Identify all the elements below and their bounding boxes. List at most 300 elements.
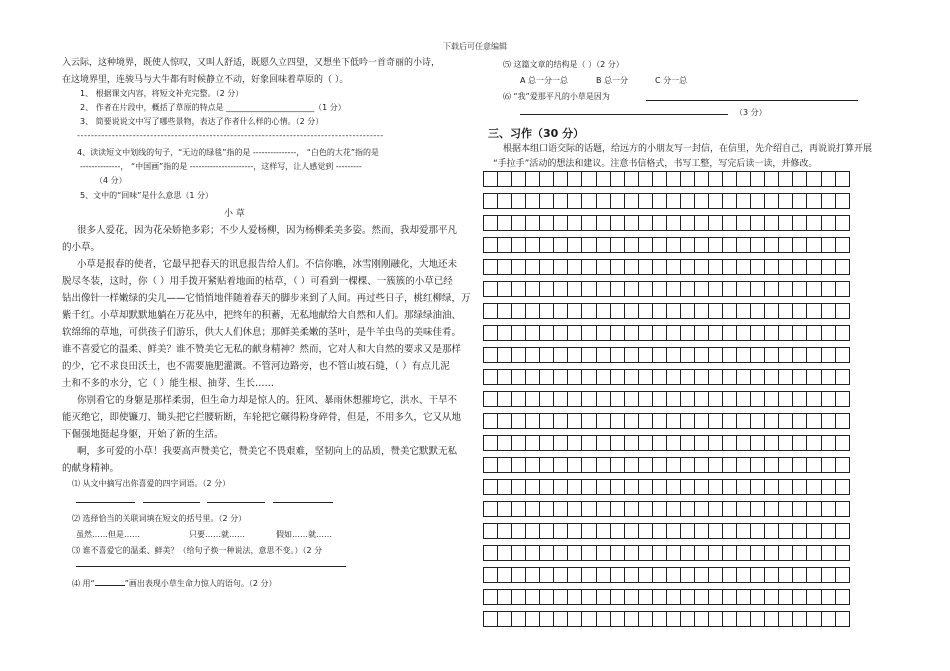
grid-cell[interactable] xyxy=(793,590,807,605)
grid-cell[interactable] xyxy=(666,172,680,187)
grid-cell[interactable] xyxy=(821,502,835,517)
grid-cell[interactable] xyxy=(694,326,708,341)
grid-cell[interactable] xyxy=(568,458,582,473)
grid-cell[interactable] xyxy=(751,172,765,187)
grid-cell[interactable] xyxy=(680,524,694,539)
grid-cell[interactable] xyxy=(765,458,779,473)
grid-cell[interactable] xyxy=(835,392,849,407)
grid-cell[interactable] xyxy=(723,172,737,187)
grid-cell[interactable] xyxy=(694,568,708,583)
grid-cell[interactable] xyxy=(512,304,526,319)
grid-cell[interactable] xyxy=(596,172,610,187)
grid-cell[interactable] xyxy=(526,546,540,561)
grid-cell[interactable] xyxy=(596,458,610,473)
grid-cell[interactable] xyxy=(610,282,624,297)
grid-cell[interactable] xyxy=(512,480,526,495)
grid-cell[interactable] xyxy=(723,458,737,473)
grid-cell[interactable] xyxy=(652,194,666,209)
grid-cell[interactable] xyxy=(751,392,765,407)
grid-cell[interactable] xyxy=(526,370,540,385)
grid-cell[interactable] xyxy=(807,590,821,605)
grid-cell[interactable] xyxy=(568,524,582,539)
grid-cell[interactable] xyxy=(540,524,554,539)
grid-cell[interactable] xyxy=(835,348,849,363)
grid-cell[interactable] xyxy=(568,238,582,253)
grid-cell[interactable] xyxy=(638,524,652,539)
grid-cell[interactable] xyxy=(638,216,652,231)
grid-cell[interactable] xyxy=(610,326,624,341)
grid-cell[interactable] xyxy=(512,172,526,187)
grid-cell[interactable] xyxy=(694,502,708,517)
grid-cell[interactable] xyxy=(596,282,610,297)
grid-cell[interactable] xyxy=(793,524,807,539)
answer-blank[interactable] xyxy=(273,502,333,503)
grid-cell[interactable] xyxy=(638,568,652,583)
grid-cell[interactable] xyxy=(779,436,793,451)
grid-cell[interactable] xyxy=(652,414,666,429)
grid-cell[interactable] xyxy=(821,238,835,253)
grid-cell[interactable] xyxy=(526,568,540,583)
grid-cell[interactable] xyxy=(680,282,694,297)
grid-cell[interactable] xyxy=(652,392,666,407)
grid-cell[interactable] xyxy=(526,348,540,363)
grid-cell[interactable] xyxy=(638,282,652,297)
grid-cell[interactable] xyxy=(582,304,596,319)
grid-cell[interactable] xyxy=(526,392,540,407)
grid-cell[interactable] xyxy=(484,414,498,429)
grid-cell[interactable] xyxy=(498,216,512,231)
grid-cell[interactable] xyxy=(540,458,554,473)
grid-cell[interactable] xyxy=(498,436,512,451)
grid-cell[interactable] xyxy=(582,590,596,605)
grid-cell[interactable] xyxy=(779,502,793,517)
grid-cell[interactable] xyxy=(652,260,666,275)
grid-cell[interactable] xyxy=(568,194,582,209)
grid-cell[interactable] xyxy=(582,326,596,341)
grid-cell[interactable] xyxy=(821,458,835,473)
grid-cell[interactable] xyxy=(737,436,751,451)
grid-cell[interactable] xyxy=(624,568,638,583)
grid-cell[interactable] xyxy=(610,612,624,627)
grid-cell[interactable] xyxy=(652,172,666,187)
grid-cell[interactable] xyxy=(624,216,638,231)
grid-cell[interactable] xyxy=(835,194,849,209)
grid-cell[interactable] xyxy=(835,216,849,231)
writing-grid[interactable] xyxy=(483,171,850,591)
grid-cell[interactable] xyxy=(596,524,610,539)
grid-cell[interactable] xyxy=(610,216,624,231)
grid-cell[interactable] xyxy=(680,194,694,209)
grid-cell[interactable] xyxy=(709,392,723,407)
grid-cell[interactable] xyxy=(737,458,751,473)
grid-cell[interactable] xyxy=(709,568,723,583)
grid-cell[interactable] xyxy=(765,414,779,429)
grid-cell[interactable] xyxy=(596,502,610,517)
grid-cell[interactable] xyxy=(638,260,652,275)
grid-cell[interactable] xyxy=(540,194,554,209)
grid-cell[interactable] xyxy=(821,194,835,209)
grid-cell[interactable] xyxy=(779,348,793,363)
grid-cell[interactable] xyxy=(779,370,793,385)
grid-cell[interactable] xyxy=(638,502,652,517)
grid-cell[interactable] xyxy=(512,568,526,583)
grid-cell[interactable] xyxy=(624,436,638,451)
grid-cell[interactable] xyxy=(596,480,610,495)
grid-cell[interactable] xyxy=(484,238,498,253)
grid-cell[interactable] xyxy=(666,524,680,539)
grid-cell[interactable] xyxy=(638,480,652,495)
grid-cell[interactable] xyxy=(498,612,512,627)
grid-cell[interactable] xyxy=(554,216,568,231)
grid-cell[interactable] xyxy=(652,436,666,451)
grid-cell[interactable] xyxy=(596,326,610,341)
grid-cell[interactable] xyxy=(624,304,638,319)
grid-cell[interactable] xyxy=(765,370,779,385)
grid-cell[interactable] xyxy=(835,436,849,451)
grid-cell[interactable] xyxy=(807,546,821,561)
grid-cell[interactable] xyxy=(709,524,723,539)
grid-cell[interactable] xyxy=(835,590,849,605)
grid-cell[interactable] xyxy=(610,414,624,429)
grid-cell[interactable] xyxy=(694,282,708,297)
grid-cell[interactable] xyxy=(484,304,498,319)
grid-cell[interactable] xyxy=(568,612,582,627)
grid-cell[interactable] xyxy=(723,238,737,253)
grid-cell[interactable] xyxy=(498,480,512,495)
grid-cell[interactable] xyxy=(498,392,512,407)
grid-cell[interactable] xyxy=(596,370,610,385)
grid-cell[interactable] xyxy=(793,502,807,517)
grid-cell[interactable] xyxy=(498,370,512,385)
grid-cell[interactable] xyxy=(652,480,666,495)
grid-cell[interactable] xyxy=(652,612,666,627)
grid-cell[interactable] xyxy=(737,568,751,583)
grid-cell[interactable] xyxy=(484,216,498,231)
grid-cell[interactable] xyxy=(610,568,624,583)
grid-cell[interactable] xyxy=(512,194,526,209)
grid-cell[interactable] xyxy=(793,392,807,407)
grid-cell[interactable] xyxy=(610,546,624,561)
grid-cell[interactable] xyxy=(568,260,582,275)
grid-cell[interactable] xyxy=(807,480,821,495)
grid-cell[interactable] xyxy=(568,414,582,429)
grid-cell[interactable] xyxy=(484,546,498,561)
grid-cell[interactable] xyxy=(737,612,751,627)
grid-cell[interactable] xyxy=(568,172,582,187)
grid-cell[interactable] xyxy=(624,260,638,275)
grid-cell[interactable] xyxy=(512,612,526,627)
grid-cell[interactable] xyxy=(512,458,526,473)
grid-cell[interactable] xyxy=(751,502,765,517)
grid-cell[interactable] xyxy=(666,568,680,583)
grid-cell[interactable] xyxy=(765,216,779,231)
grid-cell[interactable] xyxy=(779,524,793,539)
grid-cell[interactable] xyxy=(807,524,821,539)
grid-cell[interactable] xyxy=(512,370,526,385)
grid-cell[interactable] xyxy=(680,458,694,473)
grid-cell[interactable] xyxy=(751,348,765,363)
grid-cell[interactable] xyxy=(582,348,596,363)
grid-cell[interactable] xyxy=(498,282,512,297)
grid-cell[interactable] xyxy=(484,194,498,209)
grid-cell[interactable] xyxy=(723,612,737,627)
grid-cell[interactable] xyxy=(737,326,751,341)
grid-cell[interactable] xyxy=(709,348,723,363)
grid-cell[interactable] xyxy=(793,260,807,275)
grid-cell[interactable] xyxy=(652,370,666,385)
grid-cell[interactable] xyxy=(512,546,526,561)
grid-cell[interactable] xyxy=(779,304,793,319)
grid-cell[interactable] xyxy=(793,458,807,473)
grid-cell[interactable] xyxy=(540,590,554,605)
grid-cell[interactable] xyxy=(821,304,835,319)
grid-cell[interactable] xyxy=(624,458,638,473)
grid-cell[interactable] xyxy=(835,370,849,385)
grid-cell[interactable] xyxy=(793,172,807,187)
answer-line[interactable] xyxy=(520,114,728,115)
grid-cell[interactable] xyxy=(709,480,723,495)
answer-blank[interactable] xyxy=(76,502,135,503)
grid-cell[interactable] xyxy=(779,326,793,341)
grid-cell[interactable] xyxy=(751,370,765,385)
grid-cell[interactable] xyxy=(694,216,708,231)
grid-cell[interactable] xyxy=(554,458,568,473)
grid-cell[interactable] xyxy=(807,304,821,319)
grid-cell[interactable] xyxy=(694,348,708,363)
grid-cell[interactable] xyxy=(737,172,751,187)
grid-cell[interactable] xyxy=(751,194,765,209)
grid-cell[interactable] xyxy=(807,172,821,187)
grid-cell[interactable] xyxy=(582,172,596,187)
grid-cell[interactable] xyxy=(610,370,624,385)
grid-cell[interactable] xyxy=(512,348,526,363)
grid-cell[interactable] xyxy=(554,194,568,209)
grid-cell[interactable] xyxy=(779,480,793,495)
grid-cell[interactable] xyxy=(723,348,737,363)
grid-cell[interactable] xyxy=(582,546,596,561)
grid-cell[interactable] xyxy=(554,260,568,275)
grid-cell[interactable] xyxy=(568,216,582,231)
grid-cell[interactable] xyxy=(554,414,568,429)
grid-cell[interactable] xyxy=(638,546,652,561)
grid-cell[interactable] xyxy=(540,392,554,407)
grid-cell[interactable] xyxy=(554,612,568,627)
grid-cell[interactable] xyxy=(610,260,624,275)
grid-cell[interactable] xyxy=(821,480,835,495)
grid-cell[interactable] xyxy=(596,546,610,561)
grid-cell[interactable] xyxy=(737,238,751,253)
grid-cell[interactable] xyxy=(568,392,582,407)
grid-cell[interactable] xyxy=(793,480,807,495)
grid-cell[interactable] xyxy=(751,568,765,583)
grid-cell[interactable] xyxy=(498,238,512,253)
grid-cell[interactable] xyxy=(596,260,610,275)
grid-cell[interactable] xyxy=(779,282,793,297)
grid-cell[interactable] xyxy=(694,590,708,605)
grid-cell[interactable] xyxy=(835,172,849,187)
grid-cell[interactable] xyxy=(680,348,694,363)
grid-cell[interactable] xyxy=(624,238,638,253)
grid-cell[interactable] xyxy=(638,326,652,341)
grid-cell[interactable] xyxy=(765,612,779,627)
grid-cell[interactable] xyxy=(666,282,680,297)
grid-cell[interactable] xyxy=(526,502,540,517)
grid-cell[interactable] xyxy=(554,480,568,495)
grid-cell[interactable] xyxy=(526,194,540,209)
grid-cell[interactable] xyxy=(512,238,526,253)
grid-cell[interactable] xyxy=(723,282,737,297)
grid-cell[interactable] xyxy=(709,590,723,605)
grid-cell[interactable] xyxy=(807,260,821,275)
grid-cell[interactable] xyxy=(666,194,680,209)
grid-cell[interactable] xyxy=(568,370,582,385)
grid-cell[interactable] xyxy=(554,348,568,363)
grid-cell[interactable] xyxy=(765,502,779,517)
grid-cell[interactable] xyxy=(793,282,807,297)
grid-cell[interactable] xyxy=(540,282,554,297)
grid-cell[interactable] xyxy=(582,194,596,209)
grid-cell[interactable] xyxy=(751,458,765,473)
grid-cell[interactable] xyxy=(638,590,652,605)
grid-cell[interactable] xyxy=(709,216,723,231)
grid-cell[interactable] xyxy=(765,326,779,341)
grid-cell[interactable] xyxy=(765,392,779,407)
grid-cell[interactable] xyxy=(484,480,498,495)
answer-blank[interactable] xyxy=(207,502,265,503)
grid-cell[interactable] xyxy=(765,480,779,495)
grid-cell[interactable] xyxy=(526,216,540,231)
grid-cell[interactable] xyxy=(723,524,737,539)
grid-cell[interactable] xyxy=(512,392,526,407)
grid-cell[interactable] xyxy=(680,568,694,583)
grid-cell[interactable] xyxy=(694,436,708,451)
grid-cell[interactable] xyxy=(737,282,751,297)
grid-cell[interactable] xyxy=(821,612,835,627)
grid-cell[interactable] xyxy=(512,216,526,231)
grid-cell[interactable] xyxy=(638,348,652,363)
grid-cell[interactable] xyxy=(821,546,835,561)
grid-cell[interactable] xyxy=(596,194,610,209)
grid-cell[interactable] xyxy=(779,238,793,253)
grid-cell[interactable] xyxy=(779,414,793,429)
grid-cell[interactable] xyxy=(751,238,765,253)
grid-cell[interactable] xyxy=(680,502,694,517)
grid-cell[interactable] xyxy=(779,260,793,275)
grid-cell[interactable] xyxy=(638,370,652,385)
grid-cell[interactable] xyxy=(624,480,638,495)
grid-cell[interactable] xyxy=(540,502,554,517)
grid-cell[interactable] xyxy=(498,194,512,209)
grid-cell[interactable] xyxy=(568,282,582,297)
grid-cell[interactable] xyxy=(554,304,568,319)
grid-cell[interactable] xyxy=(793,436,807,451)
grid-cell[interactable] xyxy=(498,546,512,561)
grid-cell[interactable] xyxy=(666,458,680,473)
grid-cell[interactable] xyxy=(498,502,512,517)
grid-cell[interactable] xyxy=(807,238,821,253)
grid-cell[interactable] xyxy=(484,326,498,341)
grid-cell[interactable] xyxy=(680,326,694,341)
grid-cell[interactable] xyxy=(751,590,765,605)
grid-cell[interactable] xyxy=(498,172,512,187)
grid-cell[interactable] xyxy=(751,304,765,319)
grid-cell[interactable] xyxy=(821,590,835,605)
grid-cell[interactable] xyxy=(821,326,835,341)
grid-cell[interactable] xyxy=(666,216,680,231)
grid-cell[interactable] xyxy=(835,304,849,319)
grid-cell[interactable] xyxy=(582,370,596,385)
grid-cell[interactable] xyxy=(737,524,751,539)
grid-cell[interactable] xyxy=(821,260,835,275)
grid-cell[interactable] xyxy=(652,458,666,473)
grid-cell[interactable] xyxy=(835,282,849,297)
grid-cell[interactable] xyxy=(737,260,751,275)
grid-cell[interactable] xyxy=(582,612,596,627)
grid-cell[interactable] xyxy=(512,260,526,275)
grid-cell[interactable] xyxy=(624,414,638,429)
grid-cell[interactable] xyxy=(737,304,751,319)
grid-cell[interactable] xyxy=(526,326,540,341)
grid-cell[interactable] xyxy=(596,392,610,407)
grid-cell[interactable] xyxy=(751,282,765,297)
grid-cell[interactable] xyxy=(652,524,666,539)
grid-cell[interactable] xyxy=(835,568,849,583)
grid-cell[interactable] xyxy=(498,458,512,473)
grid-cell[interactable] xyxy=(765,260,779,275)
grid-cell[interactable] xyxy=(624,392,638,407)
grid-cell[interactable] xyxy=(568,348,582,363)
grid-cell[interactable] xyxy=(652,348,666,363)
grid-cell[interactable] xyxy=(835,546,849,561)
grid-cell[interactable] xyxy=(596,568,610,583)
grid-cell[interactable] xyxy=(751,414,765,429)
grid-cell[interactable] xyxy=(737,392,751,407)
grid-cell[interactable] xyxy=(484,524,498,539)
grid-cell[interactable] xyxy=(554,590,568,605)
grid-cell[interactable] xyxy=(807,370,821,385)
grid-cell[interactable] xyxy=(694,304,708,319)
grid-cell[interactable] xyxy=(709,326,723,341)
grid-cell[interactable] xyxy=(554,238,568,253)
grid-cell[interactable] xyxy=(680,480,694,495)
grid-cell[interactable] xyxy=(484,172,498,187)
grid-cell[interactable] xyxy=(765,590,779,605)
grid-cell[interactable] xyxy=(652,216,666,231)
grid-cell[interactable] xyxy=(737,502,751,517)
grid-cell[interactable] xyxy=(498,590,512,605)
grid-cell[interactable] xyxy=(484,568,498,583)
grid-cell[interactable] xyxy=(652,238,666,253)
grid-cell[interactable] xyxy=(512,326,526,341)
grid-cell[interactable] xyxy=(610,502,624,517)
grid-cell[interactable] xyxy=(680,546,694,561)
grid-cell[interactable] xyxy=(807,414,821,429)
grid-cell[interactable] xyxy=(821,568,835,583)
grid-cell[interactable] xyxy=(793,326,807,341)
grid-cell[interactable] xyxy=(709,502,723,517)
grid-cell[interactable] xyxy=(624,590,638,605)
grid-cell[interactable] xyxy=(666,348,680,363)
grid-cell[interactable] xyxy=(807,568,821,583)
grid-cell[interactable] xyxy=(751,216,765,231)
grid-cell[interactable] xyxy=(723,568,737,583)
grid-cell[interactable] xyxy=(582,216,596,231)
grid-cell[interactable] xyxy=(554,392,568,407)
grid-cell[interactable] xyxy=(680,612,694,627)
grid-cell[interactable] xyxy=(680,590,694,605)
grid-cell[interactable] xyxy=(835,480,849,495)
grid-cell[interactable] xyxy=(779,194,793,209)
